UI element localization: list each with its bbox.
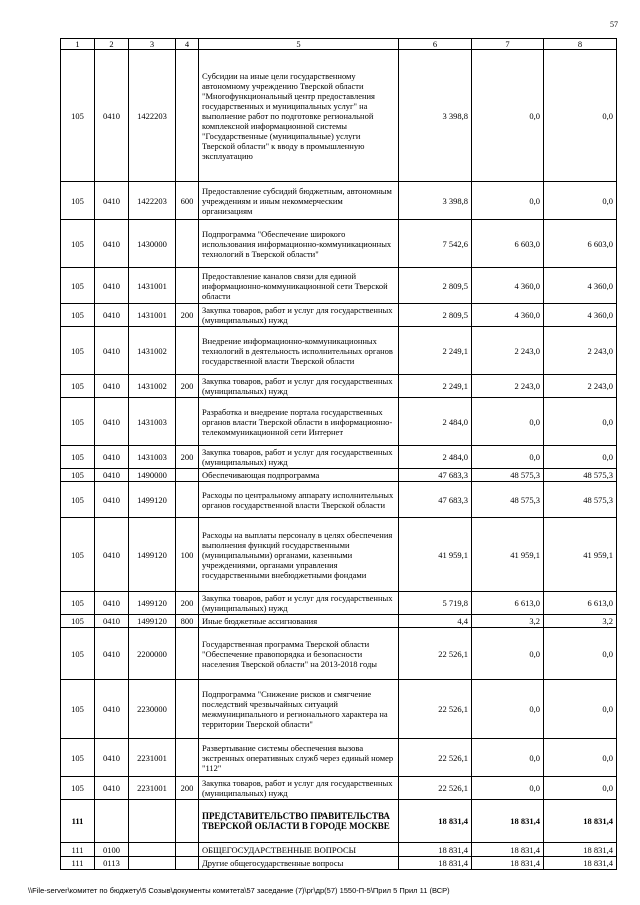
cell-description: Закупка товаров, работ и услуг для государственных (муниципальных) нужд — [199, 777, 399, 800]
page-number: 57 — [610, 20, 618, 29]
cell-description: Субсидии на иные цели государственному автономному учреждению Тверской области "Многофункциональный центр предоставления государственных и муниципальных услуг" на выполнение работ по подготовке региональной комплексной информационной системы "Государственные (муниципальные) услуги Тверской области" к вводу в промышленную эксплуатацию — [199, 50, 399, 182]
cell-amount-year1: 22 526,1 — [399, 628, 472, 680]
table-row — [61, 518, 617, 592]
cell-admin-code: 105 — [61, 628, 95, 680]
cell-section-code: 0410 — [95, 482, 129, 518]
cell-expense-type — [176, 739, 199, 777]
cell-amount-year3: 48 575,3 — [544, 469, 617, 482]
cell-amount-year2: 0,0 — [472, 680, 544, 739]
cell-target-code: 1431002 — [129, 375, 176, 398]
column-header: 6 — [399, 39, 472, 50]
cell-amount-year1: 18 831,4 — [399, 843, 472, 857]
cell-expense-type: 200 — [176, 777, 199, 800]
column-header: 2 — [95, 39, 129, 50]
cell-description: Разработка и внедрение портала государственных органов власти Тверской области в информационно-телекоммуникационной сети Интернет — [199, 398, 399, 446]
cell-amount-year3: 18 831,4 — [544, 843, 617, 857]
cell-amount-year1: 18 831,4 — [399, 800, 472, 843]
table-row — [61, 857, 617, 870]
cell-amount-year1: 4,4 — [399, 615, 472, 628]
cell-expense-type — [176, 628, 199, 680]
table-row — [61, 398, 617, 446]
cell-amount-year2: 0,0 — [472, 398, 544, 446]
cell-amount-year2: 0,0 — [472, 182, 544, 220]
cell-amount-year2: 41 959,1 — [472, 518, 544, 592]
cell-amount-year1: 2 809,5 — [399, 304, 472, 327]
cell-amount-year1: 3 398,8 — [399, 50, 472, 182]
file-path-footer: \\File-server\комитет по бюджету\5 Созыв\документы комитета\57 заседание (7)\рг\др(57) 1550-П-5\Прил 5 Прил 11 (ВСР) — [28, 886, 450, 895]
column-header: 5 — [199, 39, 399, 50]
cell-expense-type — [176, 398, 199, 446]
table-row — [61, 268, 617, 304]
cell-amount-year2: 0,0 — [472, 777, 544, 800]
cell-admin-code: 105 — [61, 739, 95, 777]
cell-admin-code: 111 — [61, 857, 95, 870]
cell-target-code: 1490000 — [129, 469, 176, 482]
cell-amount-year3: 2 243,0 — [544, 375, 617, 398]
cell-amount-year3: 18 831,4 — [544, 857, 617, 870]
cell-description: Другие общегосударственные вопросы — [199, 857, 399, 870]
cell-amount-year3: 3,2 — [544, 615, 617, 628]
cell-description: Подпрограмма "Снижение рисков и смягчение последствий чрезвычайных ситуаций межмуниципального и регионального характера на территории Тверской области" — [199, 680, 399, 739]
cell-section-code: 0410 — [95, 777, 129, 800]
cell-target-code: 1499120 — [129, 482, 176, 518]
cell-section-code: 0410 — [95, 446, 129, 469]
cell-expense-type — [176, 680, 199, 739]
column-header: 3 — [129, 39, 176, 50]
table-row — [61, 304, 617, 327]
cell-amount-year2: 0,0 — [472, 628, 544, 680]
cell-section-code: 0410 — [95, 518, 129, 592]
cell-admin-code: 105 — [61, 446, 95, 469]
cell-amount-year3: 41 959,1 — [544, 518, 617, 592]
table-row — [61, 592, 617, 615]
table-row — [61, 220, 617, 268]
cell-expense-type: 200 — [176, 592, 199, 615]
cell-admin-code: 105 — [61, 482, 95, 518]
cell-amount-year2: 2 243,0 — [472, 375, 544, 398]
cell-admin-code: 105 — [61, 469, 95, 482]
cell-expense-type — [176, 800, 199, 843]
cell-target-code: 1431001 — [129, 304, 176, 327]
table-row — [61, 482, 617, 518]
cell-expense-type: 800 — [176, 615, 199, 628]
cell-target-code: 1431002 — [129, 327, 176, 375]
cell-amount-year3: 0,0 — [544, 50, 617, 182]
cell-expense-type — [176, 843, 199, 857]
cell-description: Подпрограмма "Обеспечение широкого использования информационно-коммуникационных технологий в Тверской области" — [199, 220, 399, 268]
cell-section-code — [95, 800, 129, 843]
cell-amount-year2: 2 243,0 — [472, 327, 544, 375]
cell-amount-year3: 18 831,4 — [544, 800, 617, 843]
cell-target-code: 1499120 — [129, 518, 176, 592]
cell-amount-year2: 48 575,3 — [472, 482, 544, 518]
cell-target-code — [129, 843, 176, 857]
cell-expense-type — [176, 327, 199, 375]
cell-section-code: 0410 — [95, 327, 129, 375]
cell-section-code: 0410 — [95, 268, 129, 304]
cell-amount-year3: 0,0 — [544, 777, 617, 800]
cell-amount-year1: 2 809,5 — [399, 268, 472, 304]
cell-expense-type — [176, 482, 199, 518]
cell-admin-code: 105 — [61, 304, 95, 327]
cell-target-code: 1431001 — [129, 268, 176, 304]
cell-description: ОБЩЕГОСУДАРСТВЕННЫЕ ВОПРОСЫ — [199, 843, 399, 857]
cell-amount-year3: 4 360,0 — [544, 304, 617, 327]
cell-description: Предоставление каналов связи для единой информационно-коммуникационной сети Тверской области — [199, 268, 399, 304]
cell-amount-year1: 2 484,0 — [399, 398, 472, 446]
cell-amount-year2: 18 831,4 — [472, 857, 544, 870]
cell-section-code: 0410 — [95, 680, 129, 739]
cell-amount-year3: 0,0 — [544, 680, 617, 739]
cell-amount-year3: 0,0 — [544, 739, 617, 777]
cell-admin-code: 105 — [61, 777, 95, 800]
cell-admin-code: 105 — [61, 182, 95, 220]
cell-expense-type — [176, 50, 199, 182]
cell-amount-year1: 41 959,1 — [399, 518, 472, 592]
cell-amount-year2: 6 603,0 — [472, 220, 544, 268]
cell-section-code: 0410 — [95, 50, 129, 182]
cell-target-code: 2231001 — [129, 739, 176, 777]
cell-section-code: 0410 — [95, 304, 129, 327]
cell-amount-year1: 3 398,8 — [399, 182, 472, 220]
cell-section-code: 0410 — [95, 615, 129, 628]
cell-amount-year1: 2 484,0 — [399, 446, 472, 469]
table-row — [61, 843, 617, 857]
table-row — [61, 628, 617, 680]
cell-amount-year2: 4 360,0 — [472, 268, 544, 304]
cell-amount-year1: 22 526,1 — [399, 777, 472, 800]
cell-amount-year3: 6 603,0 — [544, 220, 617, 268]
cell-amount-year3: 0,0 — [544, 182, 617, 220]
cell-description: Государственная программа Тверской области "Обеспечение правопорядка и безопасности населения Тверской области" на 2013-2018 годы — [199, 628, 399, 680]
cell-amount-year2: 3,2 — [472, 615, 544, 628]
cell-target-code: 1422203 — [129, 50, 176, 182]
cell-admin-code: 105 — [61, 680, 95, 739]
cell-amount-year3: 2 243,0 — [544, 327, 617, 375]
cell-amount-year3: 48 575,3 — [544, 482, 617, 518]
cell-expense-type: 200 — [176, 304, 199, 327]
cell-expense-type — [176, 220, 199, 268]
cell-description: ПРЕДСТАВИТЕЛЬСТВО ПРАВИТЕЛЬСТВА ТВЕРСКОЙ ОБЛАСТИ В ГОРОДЕ МОСКВЕ — [199, 800, 399, 843]
cell-amount-year2: 0,0 — [472, 446, 544, 469]
table-row — [61, 800, 617, 843]
cell-target-code: 1499120 — [129, 615, 176, 628]
cell-expense-type: 200 — [176, 375, 199, 398]
cell-section-code: 0410 — [95, 592, 129, 615]
cell-amount-year2: 18 831,4 — [472, 800, 544, 843]
cell-description: Обеспечивающая подпрограмма — [199, 469, 399, 482]
cell-target-code: 1431003 — [129, 398, 176, 446]
cell-amount-year1: 22 526,1 — [399, 739, 472, 777]
cell-amount-year2: 0,0 — [472, 739, 544, 777]
header-row — [61, 39, 617, 50]
cell-target-code: 2200000 — [129, 628, 176, 680]
table-row — [61, 182, 617, 220]
cell-amount-year3: 0,0 — [544, 446, 617, 469]
table-row — [61, 739, 617, 777]
cell-amount-year1: 22 526,1 — [399, 680, 472, 739]
cell-admin-code: 105 — [61, 518, 95, 592]
cell-admin-code: 105 — [61, 327, 95, 375]
cell-expense-type: 600 — [176, 182, 199, 220]
cell-amount-year1: 2 249,1 — [399, 327, 472, 375]
cell-target-code: 2230000 — [129, 680, 176, 739]
table-row — [61, 680, 617, 739]
cell-expense-type: 200 — [176, 446, 199, 469]
cell-amount-year2: 4 360,0 — [472, 304, 544, 327]
cell-section-code: 0410 — [95, 398, 129, 446]
table-row — [61, 327, 617, 375]
cell-description: Развертывание системы обеспечения вызова экстренных оперативных служб через единый номер "112" — [199, 739, 399, 777]
cell-admin-code: 105 — [61, 50, 95, 182]
cell-section-code: 0410 — [95, 220, 129, 268]
cell-description: Закупка товаров, работ и услуг для государственных (муниципальных) нужд — [199, 304, 399, 327]
cell-amount-year1: 2 249,1 — [399, 375, 472, 398]
cell-admin-code: 105 — [61, 398, 95, 446]
budget-table — [60, 38, 617, 870]
table-row — [61, 50, 617, 182]
cell-amount-year1: 47 683,3 — [399, 482, 472, 518]
cell-description: Расходы по центральному аппарату исполнительных органов государственной власти Тверской области — [199, 482, 399, 518]
cell-target-code: 2231001 — [129, 777, 176, 800]
cell-admin-code: 105 — [61, 375, 95, 398]
cell-section-code: 0410 — [95, 739, 129, 777]
cell-admin-code: 111 — [61, 800, 95, 843]
cell-admin-code: 105 — [61, 592, 95, 615]
cell-target-code — [129, 857, 176, 870]
cell-amount-year1: 47 683,3 — [399, 469, 472, 482]
cell-expense-type — [176, 469, 199, 482]
cell-description: Закупка товаров, работ и услуг для государственных (муниципальных) нужд — [199, 375, 399, 398]
table-row — [61, 777, 617, 800]
cell-description: Закупка товаров, работ и услуг для государственных (муниципальных) нужд — [199, 592, 399, 615]
cell-admin-code: 105 — [61, 220, 95, 268]
cell-admin-code: 105 — [61, 615, 95, 628]
cell-admin-code: 111 — [61, 843, 95, 857]
cell-admin-code: 105 — [61, 268, 95, 304]
cell-description: Внедрение информационно-коммуникационных технологий в деятельность исполнительных органов государственной власти Тверской области — [199, 327, 399, 375]
cell-amount-year2: 48 575,3 — [472, 469, 544, 482]
cell-section-code: 0100 — [95, 843, 129, 857]
cell-description: Иные бюджетные ассигнования — [199, 615, 399, 628]
table-row — [61, 615, 617, 628]
cell-target-code: 1499120 — [129, 592, 176, 615]
cell-amount-year1: 18 831,4 — [399, 857, 472, 870]
cell-section-code: 0410 — [95, 628, 129, 680]
cell-expense-type: 100 — [176, 518, 199, 592]
cell-target-code: 1430000 — [129, 220, 176, 268]
cell-amount-year1: 5 719,8 — [399, 592, 472, 615]
column-header: 4 — [176, 39, 199, 50]
cell-expense-type — [176, 857, 199, 870]
column-header: 8 — [544, 39, 617, 50]
cell-amount-year3: 4 360,0 — [544, 268, 617, 304]
cell-amount-year3: 0,0 — [544, 628, 617, 680]
column-header: 7 — [472, 39, 544, 50]
cell-description: Расходы на выплаты персоналу в целях обеспечения выполнения функций государственными (муниципальными) органами, казенными учреждениями, органами управления государственными внебюджетными фондами — [199, 518, 399, 592]
cell-amount-year3: 6 613,0 — [544, 592, 617, 615]
table-row — [61, 469, 617, 482]
cell-amount-year3: 0,0 — [544, 398, 617, 446]
table-row — [61, 375, 617, 398]
cell-amount-year2: 18 831,4 — [472, 843, 544, 857]
cell-target-code — [129, 800, 176, 843]
cell-amount-year2: 6 613,0 — [472, 592, 544, 615]
cell-section-code: 0410 — [95, 182, 129, 220]
cell-section-code: 0113 — [95, 857, 129, 870]
cell-target-code: 1431003 — [129, 446, 176, 469]
cell-description: Закупка товаров, работ и услуг для государственных (муниципальных) нужд — [199, 446, 399, 469]
cell-section-code: 0410 — [95, 469, 129, 482]
cell-amount-year2: 0,0 — [472, 50, 544, 182]
table-row — [61, 446, 617, 469]
column-header: 1 — [61, 39, 95, 50]
cell-section-code: 0410 — [95, 375, 129, 398]
cell-expense-type — [176, 268, 199, 304]
cell-target-code: 1422203 — [129, 182, 176, 220]
cell-amount-year1: 7 542,6 — [399, 220, 472, 268]
cell-description: Предоставление субсидий бюджетным, автономным учреждениям и иным некоммерческим организациям — [199, 182, 399, 220]
